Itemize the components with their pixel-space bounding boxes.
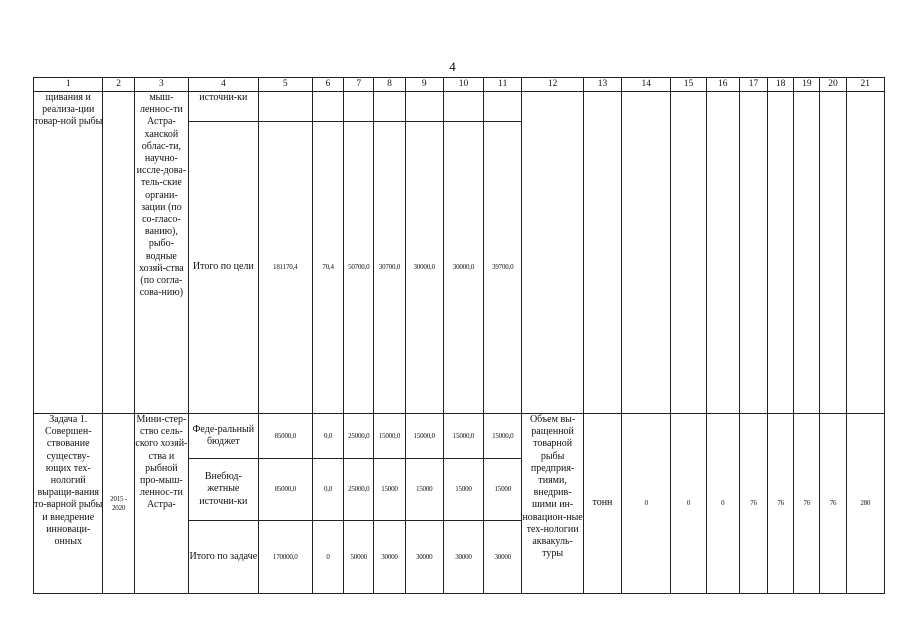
goal-unit-cell <box>583 92 621 414</box>
funding-value: 85000,0 <box>258 414 312 459</box>
col-number: 10 <box>443 78 483 92</box>
goal-executor-cell: мыш-леннос-ти Астра-ханской облас-ти, научно-иссле-дова-тель-ские органи-зации (по со-гласо-ванию), рыбо-водные хозяй-ства (по согла-сова-нию) <box>134 92 188 414</box>
funding-value: 0,0 <box>312 414 343 459</box>
goal-total-label: Итого по цели <box>189 122 258 414</box>
col-number: 14 <box>622 78 671 92</box>
funding-source-label: Внебюд-жетные источни-ки <box>189 459 258 521</box>
funding-value: 30000 <box>443 521 483 594</box>
empty-cell <box>374 92 405 122</box>
col-number: 18 <box>768 78 794 92</box>
funding-value: 0,0 <box>312 459 343 521</box>
empty-cell <box>312 92 343 122</box>
goal-target-cell <box>706 92 739 414</box>
task-unit-cell: тонн <box>583 414 621 594</box>
goal-target-cell <box>671 92 706 414</box>
empty-cell <box>443 92 483 122</box>
goal-total-value: 30700,0 <box>374 122 405 414</box>
page-number: 4 <box>449 59 456 74</box>
task-target-value: 76 <box>768 414 794 594</box>
column-number-row <box>34 78 885 92</box>
goal-total-value: 39700,0 <box>484 122 522 414</box>
goal-total-value: 30000,0 <box>405 122 443 414</box>
goal-total-value: 181170,4 <box>258 122 312 414</box>
funding-value: 15000 <box>374 459 405 521</box>
empty-cell <box>258 92 312 122</box>
goal-target-cell <box>768 92 794 414</box>
goal-total-value: 70,4 <box>312 122 343 414</box>
task-target-value: 76 <box>794 414 820 594</box>
funding-source-label: Итого по задаче <box>189 521 258 594</box>
task-target-value: 0 <box>706 414 739 594</box>
funding-value: 170000,0 <box>258 521 312 594</box>
col-number: 8 <box>374 78 405 92</box>
col-number: 4 <box>189 78 258 92</box>
goal-target-cell <box>794 92 820 414</box>
funding-value: 15000 <box>443 459 483 521</box>
goal-indicator-cell <box>522 92 583 414</box>
task-indicator-cell: Объем вы-ращенной товарной рыбы предприя-тиями, внедрив-шими ин-новацион-ные тех-нологии аквакуль-туры <box>522 414 583 594</box>
goal-target-cell <box>622 92 671 414</box>
funding-value: 25000,0 <box>344 459 374 521</box>
goal-period-cell <box>103 92 134 414</box>
col-number: 11 <box>484 78 522 92</box>
funding-value: 15000 <box>405 459 443 521</box>
funding-source-label: Феде-ральный бюджет <box>189 414 258 459</box>
col-number: 1 <box>34 78 103 92</box>
task-executor-cell: Мини-стер-ство сель-ского хозяй-ства и рыбной про-мыш-леннос-ти Астра- <box>134 414 188 594</box>
col-number: 9 <box>405 78 443 92</box>
col-number: 15 <box>671 78 706 92</box>
col-number: 21 <box>846 78 884 92</box>
funding-value: 30000 <box>484 521 522 594</box>
goal-total-value: 30000,0 <box>443 122 483 414</box>
task-name-cell: Задача 1. Совершен-ствование существу-ющих тех-нологий выращи-вания то-варной рыбы и внедрение инноваци-онных <box>34 414 103 594</box>
col-number: 12 <box>522 78 583 92</box>
task-period-cell: 2015 - 2020 <box>103 414 134 594</box>
funding-value: 85000,0 <box>258 459 312 521</box>
funding-value: 15000,0 <box>443 414 483 459</box>
goal-target-cell <box>820 92 846 414</box>
col-number: 20 <box>820 78 846 92</box>
col-number: 13 <box>583 78 621 92</box>
task-target-value: 76 <box>820 414 846 594</box>
col-number: 7 <box>344 78 374 92</box>
col-number: 2 <box>103 78 134 92</box>
empty-cell <box>344 92 374 122</box>
goal-source-label: источни-ки <box>189 92 258 122</box>
task-target-value: 76 <box>739 414 767 594</box>
funding-value: 0 <box>312 521 343 594</box>
funding-value: 30000 <box>374 521 405 594</box>
funding-value: 30000 <box>405 521 443 594</box>
goal-name-cell: щивания и реализа-ции товар-ной рыбы <box>34 92 103 414</box>
task-target-value: 280 <box>846 414 884 594</box>
col-number: 16 <box>706 78 739 92</box>
goal-target-cell <box>846 92 884 414</box>
funding-value: 15000 <box>484 459 522 521</box>
funding-value: 50000 <box>344 521 374 594</box>
goal-target-cell <box>739 92 767 414</box>
task-target-value: 0 <box>671 414 706 594</box>
col-number: 17 <box>739 78 767 92</box>
col-number: 5 <box>258 78 312 92</box>
goal-total-value: 50700,0 <box>344 122 374 414</box>
col-number: 3 <box>134 78 188 92</box>
funding-value: 25000,0 <box>344 414 374 459</box>
funding-value: 15000,0 <box>405 414 443 459</box>
task-target-value: 0 <box>622 414 671 594</box>
empty-cell <box>405 92 443 122</box>
col-number: 6 <box>312 78 343 92</box>
funding-value: 15000,0 <box>374 414 405 459</box>
col-number: 19 <box>794 78 820 92</box>
goal-sources-row <box>34 92 885 122</box>
program-table <box>33 77 885 594</box>
empty-cell <box>484 92 522 122</box>
task-federal-row <box>34 414 885 459</box>
funding-value: 15000,0 <box>484 414 522 459</box>
